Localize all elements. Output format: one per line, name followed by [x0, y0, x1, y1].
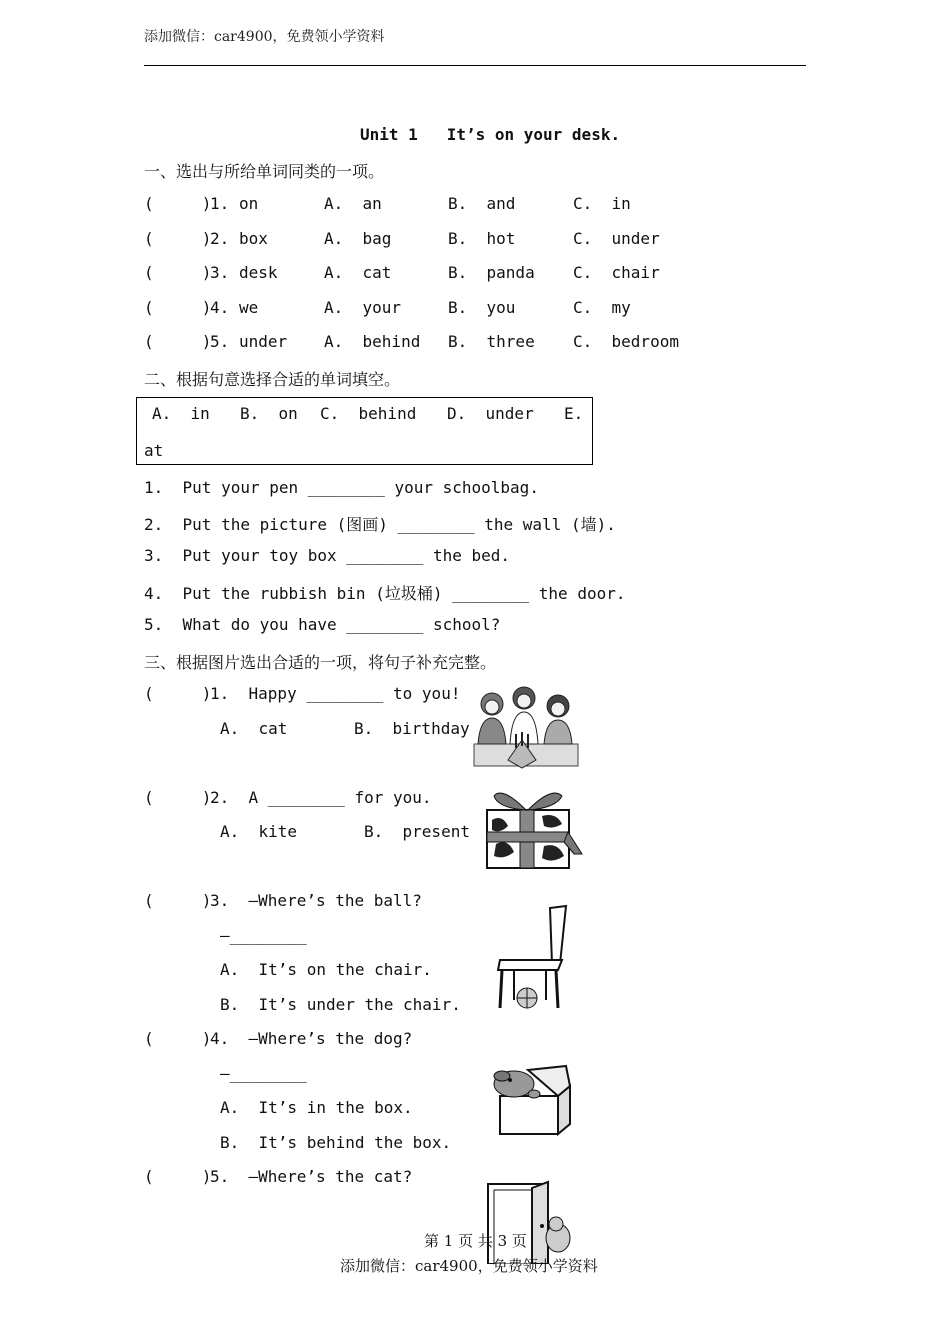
option-b: B. It’s under the chair.	[220, 995, 461, 1014]
chair-with-ball-icon	[492, 904, 572, 1012]
page-title: Unit 1 It’s on your desk.	[360, 125, 621, 144]
option-c: C. chair	[573, 263, 660, 282]
section2-heading: 二、根据句意选择合适的单词填空。	[144, 370, 401, 389]
question-text: 2. A ________ for you.	[210, 788, 432, 807]
fill-sentence: 3. Put your toy box ________ the bed.	[144, 546, 511, 565]
question-text: 4. —Where’s the dog?	[210, 1029, 413, 1048]
header-divider	[144, 65, 806, 66]
footer-text: 添加微信：car4900，免费领小学资料	[340, 1257, 598, 1275]
option-c: C. in	[573, 194, 631, 213]
item-number: 3.	[210, 263, 230, 282]
answer-paren[interactable]: ( )	[144, 263, 212, 282]
cat-behind-door-icon	[484, 1180, 574, 1264]
option-b: B. panda	[448, 263, 535, 282]
item-number: 2.	[210, 229, 230, 248]
answer-paren[interactable]: ( )	[144, 332, 212, 351]
item-number: 4.	[210, 298, 230, 317]
option-c: C. my	[573, 298, 631, 317]
option-b: B. It’s behind the box.	[220, 1133, 452, 1152]
option-a: A. cat	[324, 263, 392, 282]
option-a: A. cat	[220, 719, 288, 738]
option-a: A. kite	[220, 822, 298, 841]
fill-sentence: 4. Put the rubbish bin (垃圾桶) ________ the door.	[144, 584, 626, 603]
question-text: 1. Happy ________ to you!	[210, 684, 461, 703]
option-b: B. birthday	[354, 719, 470, 738]
question-text: 3. —Where’s the ball?	[210, 891, 422, 910]
option-b: B. hot	[448, 229, 516, 248]
given-word: on	[239, 194, 259, 213]
option-a: A. behind	[324, 332, 421, 351]
answer-paren[interactable]: ( )	[144, 298, 212, 317]
answer-paren[interactable]: ( )	[144, 684, 212, 703]
option-b: B. three	[448, 332, 535, 351]
given-word: desk	[239, 263, 278, 282]
item-number: 5.	[210, 332, 230, 351]
fill-sentence: 5. What do you have ________ school?	[144, 615, 501, 634]
answer-paren[interactable]: ( )	[144, 788, 212, 807]
option-c: C. under	[573, 229, 660, 248]
children-birthday-cake-icon	[472, 682, 582, 770]
answer-paren[interactable]: ( )	[144, 891, 212, 910]
dog-in-box-icon	[488, 1062, 574, 1138]
given-word: under	[239, 332, 288, 351]
given-word: box	[239, 229, 268, 248]
option-a: A. an	[324, 194, 382, 213]
page-number: 第 1 页 共 3 页	[424, 1232, 527, 1250]
answer-blank[interactable]: —________	[220, 1064, 307, 1083]
answer-paren[interactable]: ( )	[144, 229, 212, 248]
answer-paren[interactable]: ( )	[144, 194, 212, 213]
option-a: A. It’s in the box.	[220, 1098, 413, 1117]
option-b: B. and	[448, 194, 516, 213]
word-bank-option: D. under	[447, 404, 534, 423]
given-word: we	[239, 298, 259, 317]
question-text: 5. —Where’s the cat?	[210, 1167, 413, 1186]
word-bank-option: A. in	[152, 404, 210, 423]
answer-paren[interactable]: ( )	[144, 1167, 212, 1186]
header-text: 添加微信：car4900，免费领小学资料	[144, 29, 385, 45]
option-c: C. bedroom	[573, 332, 679, 351]
section3-heading: 三、根据图片选出合适的一项，将句子补充完整。	[144, 653, 497, 672]
gift-box-icon	[482, 786, 586, 872]
word-bank-option: E.	[564, 404, 584, 423]
option-a: A. your	[324, 298, 402, 317]
answer-blank[interactable]: —________	[220, 926, 307, 945]
fill-sentence: 1. Put your pen ________ your schoolbag.	[144, 478, 539, 497]
option-a: A. It’s on the chair.	[220, 960, 432, 979]
option-a: A. bag	[324, 229, 392, 248]
word-bank-option: C. behind	[320, 404, 417, 423]
section1-heading: 一、选出与所给单词同类的一项。	[144, 162, 385, 181]
answer-paren[interactable]: ( )	[144, 1029, 212, 1048]
word-bank-option: B. on	[240, 404, 298, 423]
option-b: B. present	[364, 822, 470, 841]
fill-sentence: 2. Put the picture (图画) ________ the wall (墙).	[144, 515, 616, 534]
option-b: B. you	[448, 298, 516, 317]
word-bank-option-wrap: at	[144, 441, 164, 460]
item-number: 1.	[210, 194, 230, 213]
